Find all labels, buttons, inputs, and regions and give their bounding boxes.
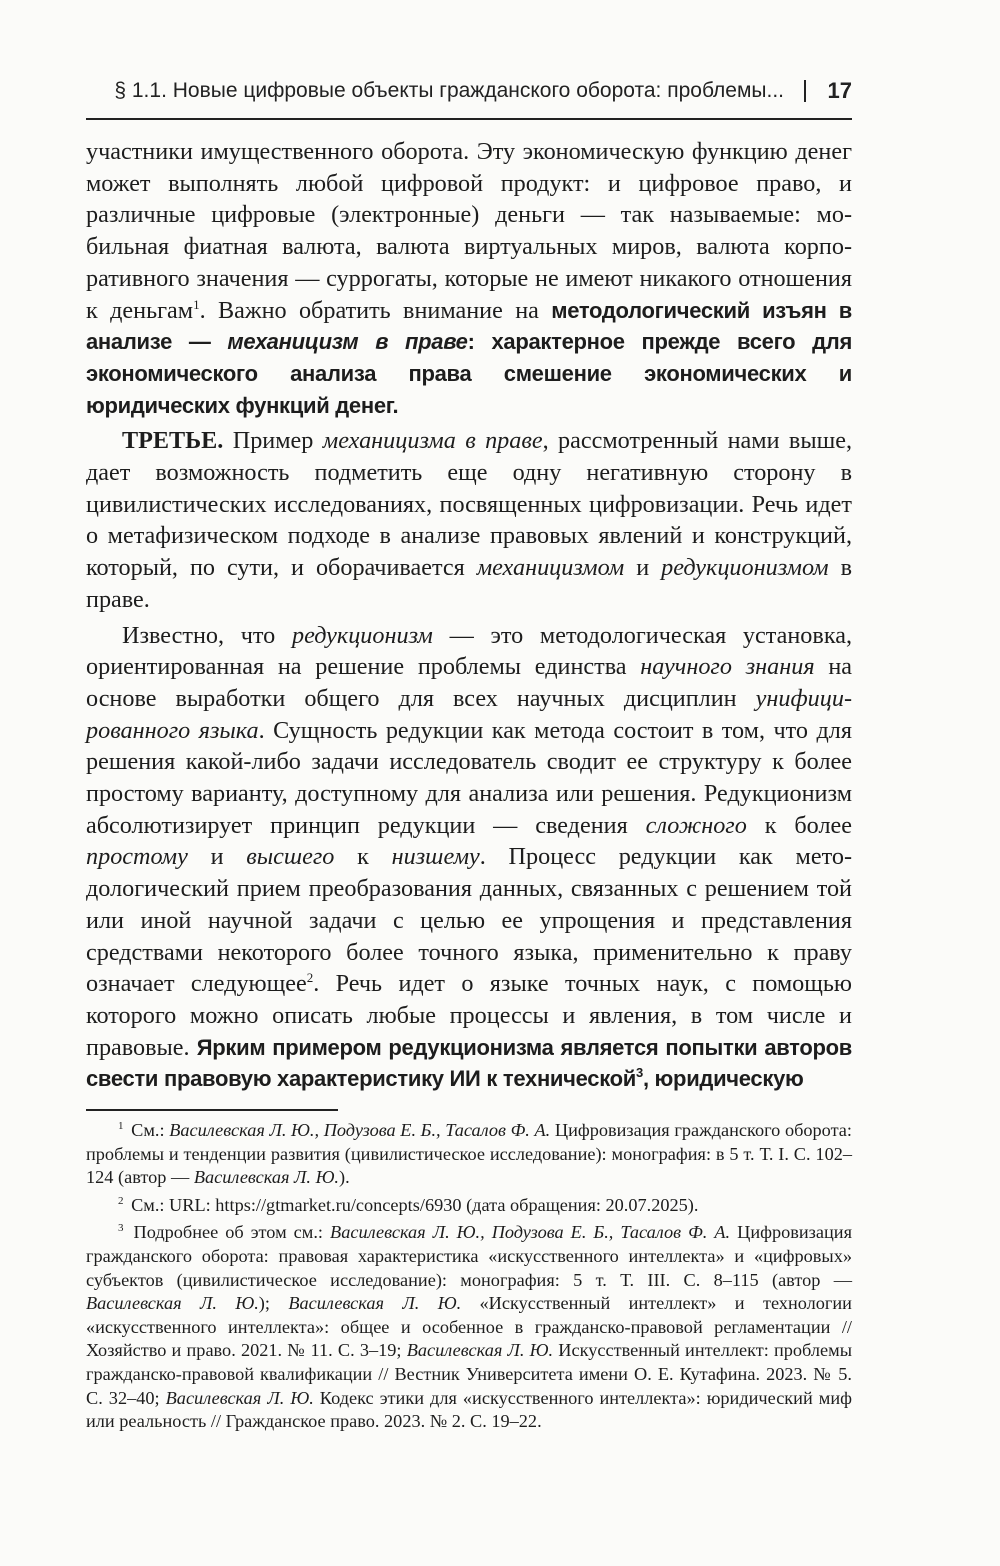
footnotes bbox=[86, 1119, 852, 1438]
author-names: Василевская Л. Ю., Подузова Е. Б., Тасалов Ф. А. bbox=[330, 1222, 731, 1243]
text-run: См.: bbox=[126, 1120, 170, 1140]
text-run: Цифровизация гражданского оборота: проблемы и тенденции развития (цивилистическое исследование): монография: в 5 т. Т. I. С. 102–124 (автор — bbox=[86, 1120, 852, 1188]
footnote-rule bbox=[86, 1109, 338, 1111]
text-run: к bbox=[334, 843, 392, 871]
bold-italic-text: механицизм в праве bbox=[227, 329, 468, 355]
footnote-mark: 1 bbox=[118, 1120, 124, 1132]
italic-term: сложного bbox=[645, 811, 747, 839]
running-title: § 1.1. Новые цифровые объекты гражданского оборота: проблемы... bbox=[114, 79, 784, 102]
footnote-ref-2[interactable]: 2 bbox=[306, 970, 314, 986]
footnote-3 bbox=[86, 1221, 852, 1433]
italic-term: редукционизмом bbox=[661, 554, 829, 582]
footnote-ref-1[interactable]: 1 bbox=[193, 296, 200, 312]
bold-text: : характерное прежде всего для экономического анализа права смешение экономических и юридических функций денег. bbox=[86, 329, 852, 418]
text-run: — это методологическая установка, ориентированная на решение проблемы единства bbox=[86, 621, 852, 681]
italic-term: редукционизм bbox=[292, 621, 433, 649]
header-rule bbox=[86, 118, 852, 120]
bold-emphasis bbox=[86, 1035, 852, 1092]
author-names: Василевская Л. Ю., Подузова Е. Б., Тасалов Ф. А. bbox=[169, 1120, 551, 1140]
header-separator bbox=[804, 80, 806, 102]
italic-term: механицизма в праве bbox=[322, 427, 543, 455]
page-number: 17 bbox=[827, 78, 852, 103]
main-text bbox=[86, 136, 852, 1095]
text-run: , рассмотренный нами выше, дает возможность подметить еще одну негативную сторону в цивилистических исследованиях, посвященных цифровизации. Речь идет о метафизическом подходе в анализе правовых явлений и конструкций, который, по сути, и оборачивается bbox=[86, 427, 852, 582]
text-run: Пример bbox=[223, 427, 323, 455]
text-run: к более bbox=[746, 811, 853, 839]
paragraph-2 bbox=[86, 425, 852, 615]
author-names: Василевская Л. Ю. bbox=[288, 1293, 462, 1314]
italic-term: простому bbox=[86, 843, 188, 871]
text-run: . Процесс редукции как методологический прием преобразования данных, связанных с решением той или иной научной задачи с целью ее упрощения и представления средствами некоторого более точного языка, применительно к праву означает следующее bbox=[86, 843, 852, 998]
footnote-ref-3[interactable]: 3 bbox=[636, 1065, 643, 1081]
text-run: Известно, что bbox=[122, 621, 292, 649]
text-run: в праве. bbox=[86, 554, 852, 613]
footnote-1 bbox=[86, 1119, 852, 1190]
bold-text: Ярким примером редукционизма является попытки авторов свести правовую характеристику ИИ к технической bbox=[86, 1034, 853, 1092]
text-run: Подробнее об этом см.: bbox=[126, 1222, 331, 1243]
text-run: участники имущественного оборота. Эту экономическую функцию денег может выполнять любой цифровой продукт: и цифровое право, и различные цифровые (электронные) деньги — так называемые: мобильная фиатная валюта, валюта виртуальных миров, валюта корпоративного значения — суррогаты, которые не имеют никакого отношения к деньгам bbox=[86, 138, 852, 324]
text-run: . Речь идет о языке точных наук, с помощью которого можно описать любые процессы и явления, в том числе и правовые. bbox=[86, 970, 852, 1061]
author-names: Василевская Л. Ю. bbox=[165, 1387, 314, 1408]
author-names: Василевская Л. Ю. bbox=[406, 1340, 554, 1361]
italic-term: механицизмом bbox=[476, 554, 625, 582]
section-lead: ТРЕТЬЕ. bbox=[122, 427, 224, 455]
text-run: . Важно обратить внимание на bbox=[199, 296, 552, 324]
text-run: См.: URL: https://gtmarket.ru/concepts/6930 (дата обращения: 20.07.2025). bbox=[126, 1194, 699, 1215]
italic-term: высшего bbox=[246, 843, 335, 871]
text-run: и bbox=[187, 843, 247, 871]
text-run: на основе выработки общего для всех научных дисциплин bbox=[86, 653, 853, 712]
text-run: ); bbox=[258, 1293, 289, 1314]
bold-text: , юридическую bbox=[642, 1066, 804, 1092]
footnote-2 bbox=[86, 1194, 852, 1218]
text-run: Цифровизация гражданского оборота: правовая характеристика «искусственного интеллекта» и «цифровых» субъектов (цивилистическое исследование): монография: 5 т. Т. III. С. 8–115 (автор — bbox=[86, 1222, 852, 1290]
running-header bbox=[86, 78, 852, 104]
paragraph-3 bbox=[86, 620, 852, 1096]
footnote-mark: 2 bbox=[118, 1194, 124, 1207]
italic-term: низшему bbox=[391, 843, 480, 871]
italic-term: унифицированного языка bbox=[86, 684, 852, 744]
text-run: . Сущность редукции как метода состоит в том, что для решения какой-либо задачи исследователь сводит ее структуру к более простому варианту, доступному для анализа или решения. Редукционизм абсолютизирует принцип редукции — сведения bbox=[86, 716, 852, 839]
paragraph-1 bbox=[86, 136, 852, 421]
italic-term: научного знания bbox=[640, 653, 815, 681]
text-run: Кодекс этики для «искусственного интеллекта»: юридический миф или реальность // Гражданское право. 2023. № 2. С. 19–22. bbox=[86, 1387, 852, 1432]
text-run: и bbox=[624, 554, 662, 582]
author-names: Василевская Л. Ю. bbox=[193, 1167, 340, 1188]
text-run: Искусственный интеллект: проблемы гражданско-правовой квалификации // Вестник Университета имени О. Е. Кутафина. 2023. № 5. С. 32–40; bbox=[86, 1340, 852, 1408]
text-run: «Искусственный интеллект» и технологии «искусственного интеллекта»: общее и особенное в гражданско-правовой регламентации // Хозяйство и право. 2021. № 11. С. 3–19; bbox=[86, 1293, 852, 1361]
footnote-mark: 3 bbox=[118, 1222, 124, 1235]
author-names: Василевская Л. Ю. bbox=[86, 1293, 259, 1314]
text-run: ). bbox=[339, 1167, 350, 1188]
bold-text: методологический изъян в анализе — bbox=[86, 297, 853, 355]
